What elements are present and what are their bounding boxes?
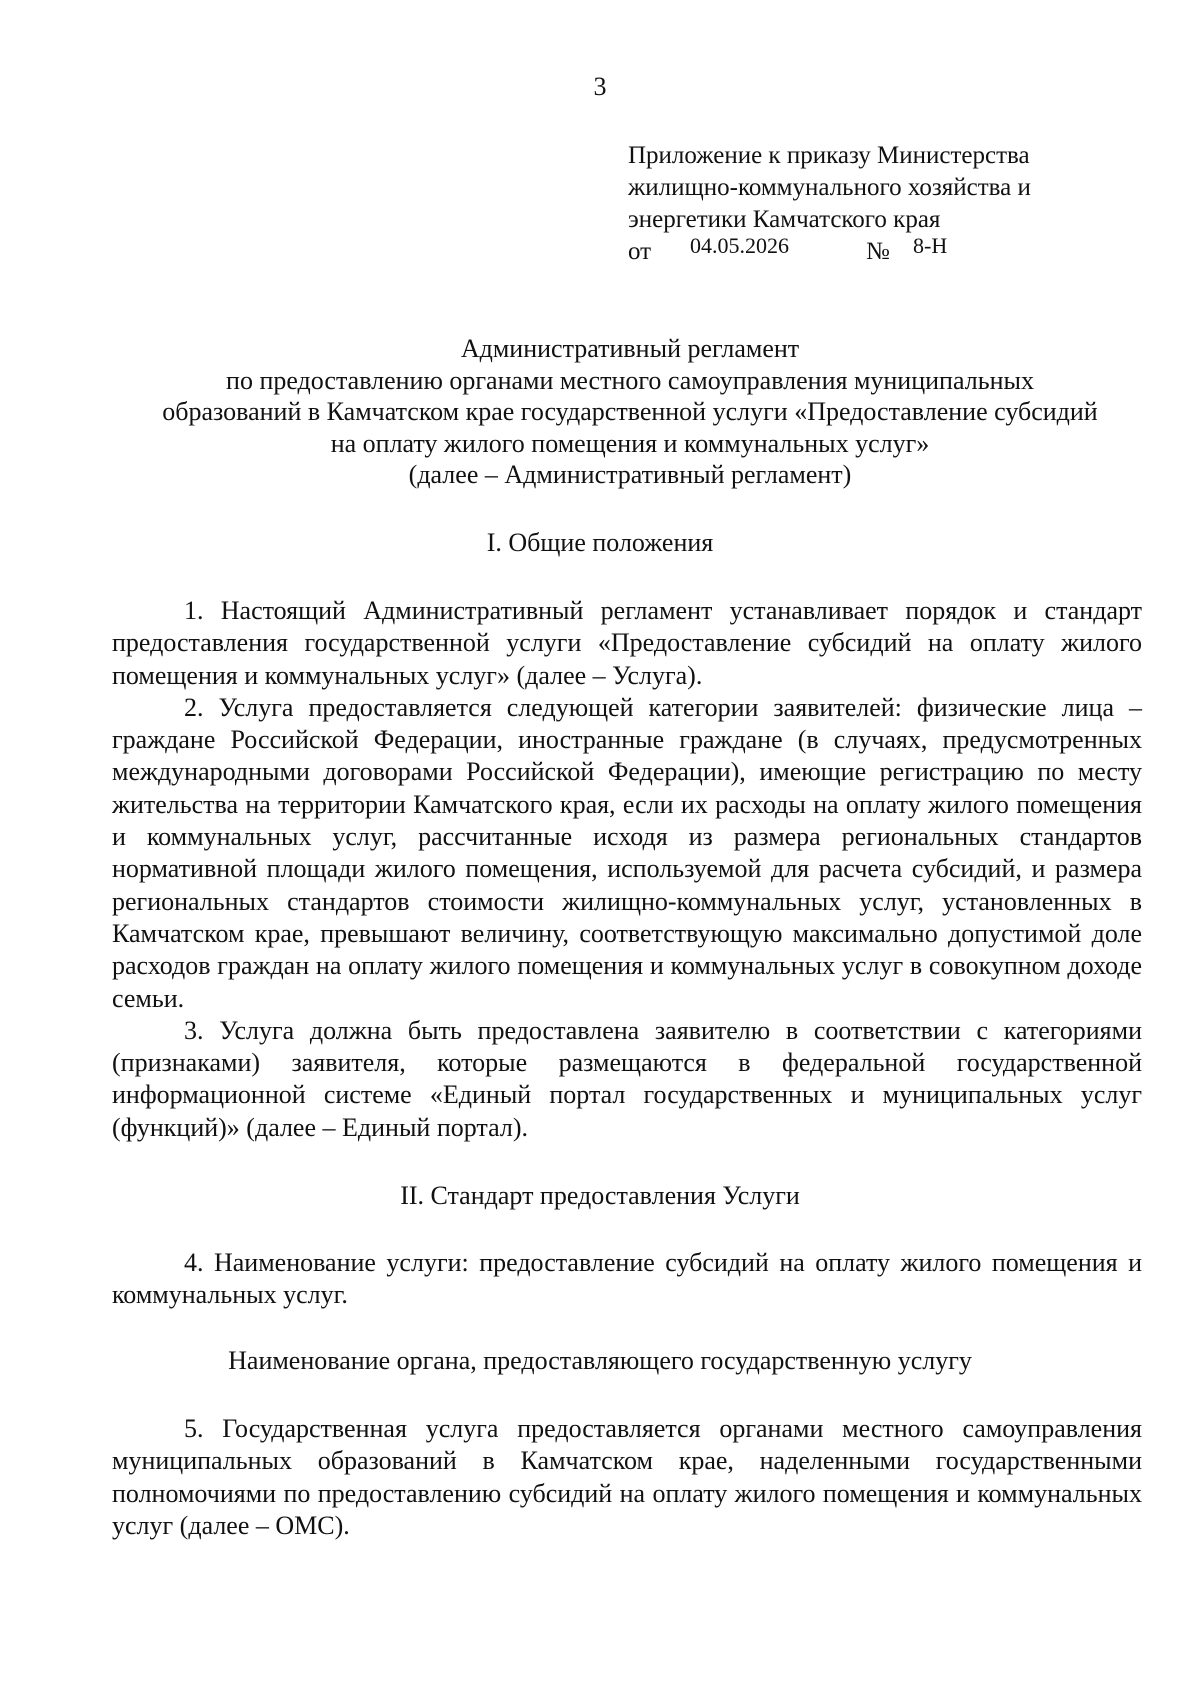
- title-line-1: Административный регламент: [460, 334, 800, 363]
- section-2-heading: II. Стандарт предоставления Услуги: [400, 1181, 800, 1210]
- title-line-3: образований в Камчатском крае государственной услуги «Предоставление субсидий: [162, 397, 1098, 426]
- appendix-date-line: [628, 233, 1148, 268]
- paragraph-4: 4. Наименование услуги: предоставление субсидий на оплату жилого помещения и коммунальных услуг.: [112, 1248, 1142, 1310]
- paragraph-3: 3. Услуга должна быть предоставлена заявителю в соответствии с категориями (признаками) заявителя, которые размещаются в федеральной государственной информационной системе «Единый портал государственных и муниципальных услуг (функций)» (далее – Единый портал).: [112, 1015, 1142, 1142]
- from-label: от: [628, 238, 652, 265]
- paragraph-5: 5. Государственная услуга предоставляется органами местного самоуправления муниципальных образований в Камчатском крае, наделенными государственными полномочиями по предоставлению субсидий на оплату жилого помещения и коммунальных услуг (далее – ОМС).: [112, 1414, 1142, 1540]
- appendix-line-3: энергетики Камчатского края: [628, 206, 941, 233]
- subsection-heading: Наименование органа, предоставляющего государственную услугу: [228, 1346, 972, 1375]
- number-sign: №: [866, 238, 890, 265]
- order-date: 04.05.2026: [690, 233, 789, 258]
- title-line-2: по предоставлению органами местного самоуправления муниципальных: [226, 365, 1034, 395]
- page-number: 3: [593, 72, 607, 101]
- paragraph-4-block: [112, 1247, 1142, 1312]
- section-1-heading: I. Общие положения: [486, 528, 714, 557]
- section-1-body: [112, 595, 1142, 1144]
- document-title: [100, 333, 1160, 491]
- title-line-4: на оплату жилого помещения и коммунальных услуг»: [330, 428, 930, 458]
- paragraph-5-block: [112, 1413, 1142, 1542]
- paragraph-1: 1. Настоящий Административный регламент устанавливает порядок и стандарт предоставления государственной услуги «Предоставление субсидий на оплату жилого помещения и коммунальных услуг» (далее – Услуга).: [112, 596, 1142, 690]
- appendix-line-2: жилищно-коммунального хозяйства и: [628, 174, 1031, 201]
- title-line-5: (далее – Административный регламент): [408, 460, 852, 489]
- paragraph-2: 2. Услуга предоставляется следующей категории заявителей: физические лица – граждане Российской Федерации, иностранные граждане (в случаях, предусмотренных международными договорами Российской Федерации), имеющие регистрацию по месту жительства на территории Камчатского края, если их расходы на оплату жилого помещения и коммунальных услуг, рассчитанные исходя из размера региональных стандартов нормативной площади жилого помещения, используемой для расчета субсидий, и размера региональных стандартов стоимости жилищно-коммунальных услуг, установленных в Камчатском крае, превышают величину, соответствующую максимально допустимой доле расходов граждан на оплату жилого помещения и коммунальных услуг в совокупном доходе семьи.: [112, 692, 1142, 1013]
- order-number: 8-Н: [913, 233, 948, 258]
- appendix-block: [628, 140, 1148, 268]
- appendix-line-1: Приложение к приказу Министерства: [628, 142, 1030, 169]
